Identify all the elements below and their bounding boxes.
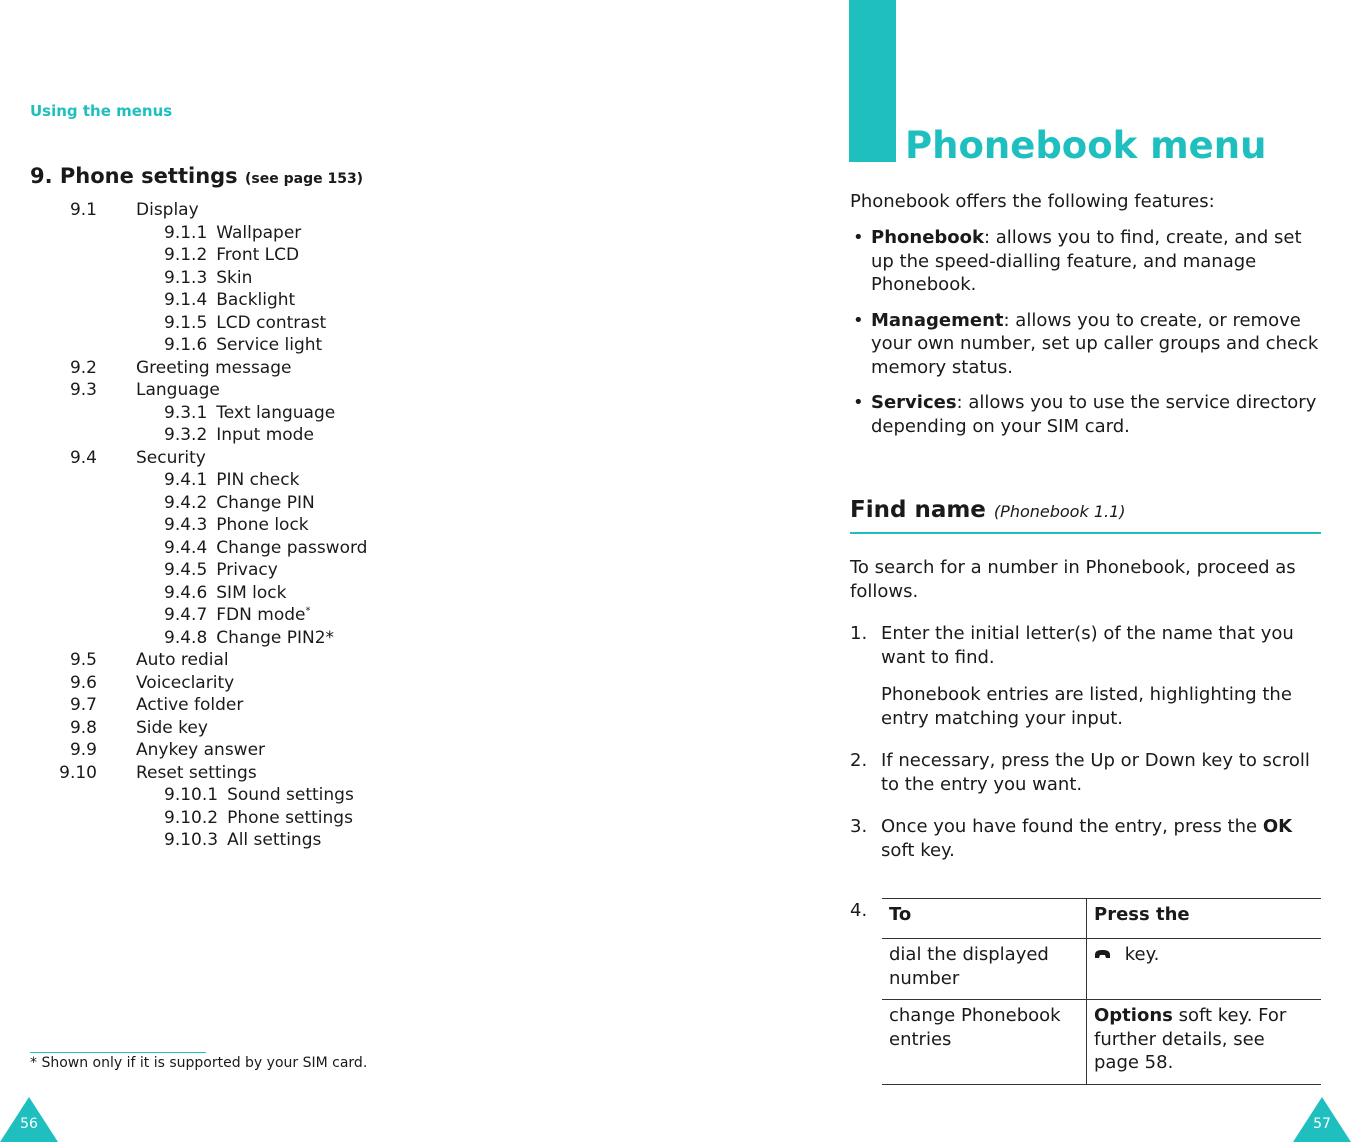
menu-item-number: 9.8 bbox=[69, 717, 97, 738]
step-item bbox=[850, 749, 1325, 796]
submenu-item bbox=[30, 492, 367, 515]
menu-item-label: Sound settings bbox=[227, 785, 354, 805]
menu-item-number: 9.4.7 bbox=[164, 605, 208, 625]
menu-item-label: Privacy bbox=[216, 560, 278, 580]
feature-list bbox=[850, 226, 1325, 450]
feature-item: • Management: allows you to create, or remove your own number, set up caller groups and check memory status. bbox=[853, 309, 1319, 378]
menu-item-label: Wallpaper bbox=[216, 222, 302, 243]
page-number-right bbox=[1293, 1097, 1351, 1142]
submenu-item bbox=[30, 334, 367, 357]
feature-desc: : allows you to use the service directory depending on your SIM card. bbox=[871, 392, 1317, 437]
feature-desc: : allows you to find, create, and set up the speed-dialling feature, and manage Phonebook. bbox=[871, 227, 1302, 295]
menu-item bbox=[30, 672, 367, 695]
menu-item bbox=[30, 739, 367, 762]
intro-text: Phonebook offers the following features: bbox=[850, 191, 1215, 212]
feature-name: Phonebook bbox=[871, 227, 984, 248]
submenu-item bbox=[30, 514, 367, 537]
table-row bbox=[882, 939, 1321, 1000]
step-text: If necessary, press the Up or Down key to scroll to the entry you want. bbox=[881, 750, 1310, 795]
menu-item-number: 9.1 bbox=[69, 200, 97, 220]
ok-key-label: OK bbox=[1262, 816, 1293, 837]
step-text: Once you have found the entry, press the OK soft key. bbox=[881, 816, 1293, 861]
footnote: * Shown only if it is supported by your SIM card. bbox=[30, 1055, 368, 1071]
menu-item-number: 9.4.5 bbox=[164, 560, 208, 580]
submenu-item bbox=[30, 424, 367, 447]
menu-item-number: 9.1.2 bbox=[164, 245, 208, 265]
find-name-heading bbox=[850, 497, 1126, 523]
step-text: Enter the initial letter(s) of the name that you want to find. bbox=[881, 623, 1294, 668]
table-cell-to: change Phonebook entries bbox=[882, 1000, 1087, 1085]
submenu-item bbox=[30, 582, 367, 605]
menu-item-label: Greeting message bbox=[136, 357, 292, 378]
menu-item bbox=[30, 762, 367, 785]
submenu-item bbox=[30, 784, 367, 807]
actions-table bbox=[882, 898, 1321, 1085]
chapter-tab bbox=[849, 0, 896, 162]
menu-item bbox=[30, 447, 367, 470]
submenu-item bbox=[30, 402, 367, 425]
table-header-press: Press the bbox=[1087, 899, 1322, 939]
submenu-item bbox=[30, 807, 367, 830]
menu-item-number: 9.4.4 bbox=[164, 537, 208, 558]
menu-item-number: 9.1.5 bbox=[164, 312, 208, 333]
step-item bbox=[850, 815, 1325, 862]
table-header-row bbox=[882, 899, 1321, 939]
submenu-item bbox=[30, 559, 367, 582]
table-cell-press: key. bbox=[1087, 939, 1322, 1000]
menu-item-label: All settings bbox=[227, 830, 322, 850]
menu-item-number: 9.10 bbox=[59, 762, 97, 783]
menu-item-label: Change password bbox=[216, 537, 368, 558]
submenu-item bbox=[30, 537, 367, 560]
menu-item-number: 9.4 bbox=[69, 447, 97, 468]
step-subtext: Phonebook entries are listed, highlighting the entry matching your input. bbox=[881, 684, 1292, 729]
menu-item-number: 9.10.3 bbox=[164, 830, 219, 850]
menu-item-label: Security bbox=[136, 447, 206, 468]
table-header-to: To bbox=[882, 899, 1087, 939]
find-name-title: Find name bbox=[850, 497, 986, 523]
menu-item-label: Backlight bbox=[216, 290, 296, 310]
menu-item-number: 9.10.1 bbox=[164, 785, 219, 805]
submenu-item bbox=[30, 267, 367, 290]
feature-item: • Phonebook: allows you to find, create, and set up the speed-dialling feature, and manage Phonebook. bbox=[853, 227, 1302, 295]
submenu-item bbox=[30, 627, 367, 650]
menu-item-label: Active folder bbox=[136, 695, 244, 715]
menu-item-label: Side key bbox=[136, 717, 208, 738]
submenu-item bbox=[30, 604, 367, 627]
menu-item-number: 9.7 bbox=[69, 695, 97, 715]
page-number-left bbox=[0, 1097, 58, 1142]
page-number-left-text: 56 bbox=[20, 1116, 38, 1132]
menu-item-number: 9.4.3 bbox=[164, 515, 208, 535]
submenu-item bbox=[30, 222, 367, 245]
menu-item-number: 9.5 bbox=[69, 650, 97, 670]
menu-item-number: 9.1.3 bbox=[164, 267, 208, 288]
menu-item-number: 9.3.1 bbox=[164, 402, 208, 423]
chapter-title: Phonebook menu bbox=[905, 124, 1267, 167]
phone-settings-title: 9. Phone settings bbox=[30, 164, 238, 188]
menu-item-label: Skin bbox=[216, 267, 253, 288]
step-number-4: 4. bbox=[850, 900, 868, 921]
find-name-ref: (Phonebook 1.1) bbox=[993, 502, 1126, 521]
menu-item-number: 9.1.6 bbox=[164, 335, 208, 355]
heading-underline bbox=[850, 532, 1321, 534]
menu-item-label: Display bbox=[136, 200, 199, 220]
table-cell-press: Options soft key. For further details, see page 58. bbox=[1087, 1000, 1322, 1085]
menu-item bbox=[30, 357, 367, 380]
submenu-item bbox=[30, 469, 367, 492]
menu-item-label: PIN check bbox=[216, 470, 300, 490]
menu-item-label: Reset settings bbox=[136, 762, 257, 783]
feature-name: Management bbox=[871, 309, 1004, 331]
menu-item-number: 9.1.4 bbox=[164, 290, 208, 310]
menu-item-label: SIM lock bbox=[216, 582, 287, 603]
step-number: 1. bbox=[850, 623, 868, 644]
section-header: Using the menus bbox=[30, 102, 173, 120]
footnote-divider bbox=[30, 1052, 206, 1053]
phone-settings-heading bbox=[30, 164, 363, 188]
search-intro: To search for a number in Phonebook, proceed as follows. bbox=[850, 557, 1296, 602]
menu-item-label: Language bbox=[136, 380, 220, 400]
feature-name: Services bbox=[871, 392, 957, 413]
menu-item-label: Phone settings bbox=[227, 807, 353, 828]
settings-menu-list bbox=[30, 199, 367, 852]
menu-item-number: 9.9 bbox=[69, 740, 97, 760]
footnote-marker: * bbox=[305, 605, 311, 617]
menu-item-label: Text language bbox=[216, 402, 336, 423]
menu-item-number: 9.3.2 bbox=[164, 425, 208, 445]
step-item bbox=[850, 622, 1325, 730]
menu-item-label: Anykey answer bbox=[136, 740, 266, 760]
menu-item-number: 9.4.2 bbox=[164, 492, 208, 513]
menu-item-number: 9.1.1 bbox=[164, 222, 208, 243]
submenu-item bbox=[30, 244, 367, 267]
menu-item-label: LCD contrast bbox=[216, 312, 327, 333]
phone-settings-ref: (see page 153) bbox=[245, 171, 364, 187]
menu-item-label: Change PIN2* bbox=[216, 627, 335, 648]
menu-item-number: 9.6 bbox=[69, 672, 97, 693]
menu-item-number: 9.10.2 bbox=[164, 807, 219, 828]
menu-item-number: 9.4.6 bbox=[164, 582, 208, 603]
menu-item-label: Voiceclarity bbox=[136, 672, 235, 693]
submenu-item bbox=[30, 829, 367, 852]
menu-item-number: 9.4.1 bbox=[164, 470, 208, 490]
menu-item bbox=[30, 717, 367, 740]
menu-item bbox=[30, 694, 367, 717]
menu-item-label: Change PIN bbox=[216, 492, 315, 513]
table-cell-to: dial the displayed number bbox=[882, 939, 1087, 1000]
steps-list bbox=[850, 622, 1325, 881]
menu-item-number: 9.4.8 bbox=[164, 627, 208, 648]
step-number: 2. bbox=[850, 750, 868, 771]
menu-item-number: 9.3 bbox=[69, 380, 97, 400]
menu-item bbox=[30, 199, 367, 222]
menu-item-label: Phone lock bbox=[216, 515, 309, 535]
menu-item-label: Auto redial bbox=[136, 650, 229, 670]
table-row bbox=[882, 1000, 1321, 1085]
menu-item-label: Service light bbox=[216, 335, 323, 355]
menu-item-number: 9.2 bbox=[69, 357, 97, 378]
feature-desc: : allows you to create, or remove your own number, set up caller groups and check memory status. bbox=[871, 309, 1319, 378]
menu-item bbox=[30, 649, 367, 672]
submenu-item bbox=[30, 312, 367, 335]
menu-item-label: Input mode bbox=[216, 425, 314, 445]
menu-item-label: FDN mode bbox=[216, 605, 306, 625]
options-key-label: Options bbox=[1094, 1005, 1173, 1026]
menu-item bbox=[30, 379, 367, 402]
send-call-icon bbox=[1094, 949, 1111, 961]
step-number: 3. bbox=[850, 816, 868, 837]
feature-item: • Services: allows you to use the service directory depending on your SIM card. bbox=[853, 392, 1317, 437]
submenu-item bbox=[30, 289, 367, 312]
menu-item-label: Front LCD bbox=[216, 245, 300, 265]
page-number-right-text: 57 bbox=[1313, 1116, 1331, 1132]
